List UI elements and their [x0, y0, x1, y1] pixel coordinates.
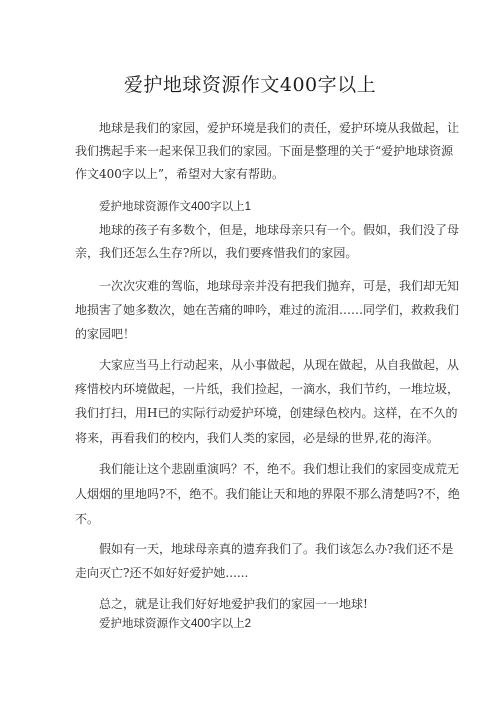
paragraph-line [99, 541, 454, 557]
line-text: 疼惜校内环境做起，一片纸，我们捡起，一滴水，我们节约，一堆垃圾， [75, 382, 460, 396]
section-heading-text: 爱护地球资源作文400字以上1 [99, 201, 252, 213]
line-text: 我们能让这个悲剧重演吗？不，绝不。我们想让我们的家园变成荒无 [99, 462, 460, 476]
paragraph-line [75, 511, 99, 527]
paragraph-line [75, 430, 439, 446]
line-text: 地球是我们的家园，爱护环境是我们的责任，爱护环境从我做起，让 [99, 121, 460, 135]
paragraph-line [75, 405, 458, 421]
paragraph-line [75, 565, 248, 581]
paragraph-line [75, 166, 284, 182]
line-text: 将来，再看我们的校内，我们人类的家园，必是绿的世界,花的海洋。 [75, 431, 439, 445]
line-text: 大家应当马上行动起来，从小事做起，从现在做起，从自我做起，从 [99, 358, 460, 372]
paragraph-line [75, 381, 460, 397]
line-text: 亲，我们还怎么生存?所以，我们要疼惜我们的家园。 [75, 246, 358, 260]
paragraph-line [75, 326, 135, 342]
document-title: 爱护地球资源作文400字以上 [123, 74, 377, 96]
line-text: 我们打扫，用H已的实际行动爱护环境，创建绿色校内。这样，在不久的 [75, 406, 458, 420]
paragraph-line [99, 278, 460, 294]
line-text: 我们携起手来一起来保卫我们的家园。下面是整理的关于“爱护地球资源 [75, 144, 454, 158]
section-heading [99, 199, 251, 215]
line-text: 作文400字以上”，希望对大家有帮助。 [75, 167, 285, 181]
line-text: 地球的孩子有多数个，但是，地球母亲只有一个。假如，我们没了母 [99, 223, 460, 237]
line-text: 人烟烟的里地吗?不，绝不。我们能让天和地的界限不那么清楚吗?不，绝 [75, 487, 460, 501]
paragraph-line [99, 461, 460, 477]
paragraph-line [75, 245, 357, 261]
paragraph-line [99, 120, 460, 136]
line-text: 不。 [75, 512, 100, 526]
section-heading [99, 616, 251, 632]
section-heading-text: 爱护地球资源作文400字以上2 [99, 618, 252, 630]
line-text: 假如有一天，地球母亲真的遗弃我们了。我们该怎么办?我们还不是 [99, 542, 454, 556]
paragraph-line [75, 486, 460, 502]
paragraph-line [99, 222, 460, 238]
line-text: 总之，就是让我们好好地爱护我们的家园一一地球! [99, 597, 368, 611]
line-text: 的家园吧！ [75, 327, 136, 341]
line-text: 走向灭亡?还不如好好爱护她...... [75, 566, 249, 580]
line-text: 一次次灾难的驾临，地球母亲并没有把我们抛弃，可是，我们却无知 [99, 279, 460, 293]
line-text: 地损害了她多数次，她在苦痛的呻吟，难过的流泪……同学们，救救我们 [75, 303, 460, 317]
paragraph-line [99, 596, 368, 612]
paragraph-line [75, 302, 460, 318]
paragraph-line [75, 143, 454, 159]
paragraph-line [99, 357, 460, 373]
